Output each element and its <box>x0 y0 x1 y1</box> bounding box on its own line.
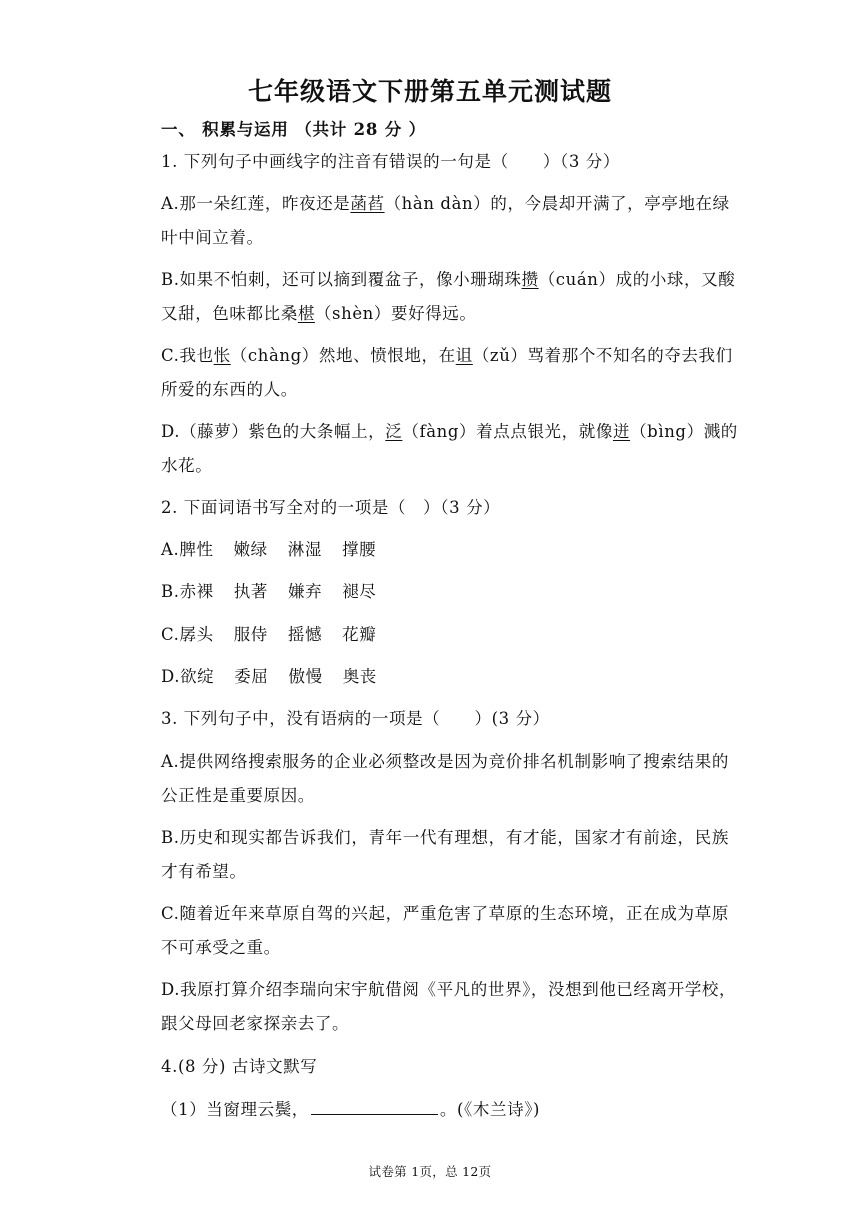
q1-option-a-line2: 叶中间立着。 <box>161 228 264 247</box>
q4-item-1: （1）当窗理云鬓， 。(《木兰诗》) <box>161 1100 541 1119</box>
q1-option-a-line1: A.那一朵红莲，昨夜还是菡萏（hàn dàn）的，今晨却开满了，亭亭地在绿 <box>161 194 730 213</box>
q3-option-b-line2: 才有希望。 <box>161 862 247 881</box>
q1-option-b-line2: 又甜，色味都比桑椹（shèn）要好得远。 <box>161 304 477 323</box>
q1-option-c-line1: C.我也怅（chàng）然地、愤恨地，在诅（zǔ）骂着那个不知名的夺去我们 <box>161 346 733 365</box>
question-1-stem: 1. 下列句子中画线字的注音有错误的一句是（ ）（3 分） <box>161 152 620 171</box>
q1-option-d-line2: 水花。 <box>161 456 213 475</box>
underlined-word: 诅 <box>455 346 473 365</box>
underlined-word: 怅 <box>213 346 231 365</box>
q3-option-c-line1: C.随着近年来草原自驾的兴起，严重危害了草原的生态环境，正在成为草原 <box>161 904 729 923</box>
underlined-word: 攒 <box>521 270 539 289</box>
question-3-stem: 3. 下列句子中，没有语病的一项是（ ）(3 分） <box>161 709 550 728</box>
underlined-word: 菡萏 <box>350 194 385 213</box>
section-heading: 一、 积累与运用 （共计 28 分 ） <box>161 120 426 139</box>
q1-option-b-line1: B.如果不怕刺，还可以摘到覆盆子，像小珊瑚珠攒（cuán）成的小球，又酸 <box>161 270 736 289</box>
answer-blank <box>311 1101 438 1115</box>
q3-option-c-line2: 不可承受之重。 <box>161 938 281 957</box>
underlined-word: 泛 <box>385 422 403 441</box>
q2-option-b: B.赤裸 执著 嫌弃 褪尽 <box>161 582 377 601</box>
q3-option-d-line1: D.我原打算介绍李瑞向宋宇航借阅《平凡的世界》，没想到他已经离开学校， <box>161 980 737 999</box>
q3-option-a-line1: A.提供网络搜索服务的企业必须整改是因为竞价排名机制影响了搜索结果的 <box>161 752 729 771</box>
page-footer: 试卷第 1页，总 12页 <box>368 1164 492 1179</box>
q3-option-b-line1: B.历史和现实都告诉我们，青年一代有理想，有才能，国家才有前途，民族 <box>161 828 729 847</box>
page-title: 七年级语文下册第五单元测试题 <box>247 77 612 106</box>
q3-option-d-line2: 跟父母回老家探亲去了。 <box>161 1014 350 1033</box>
q2-option-d: D.欲绽 委屈 傲慢 奥丧 <box>161 667 377 686</box>
q1-option-d-line1: D.（藤萝）紫色的大条幅上，泛（fàng）着点点银光，就像迸（bìng）溅的 <box>161 422 738 441</box>
underlined-word: 椹 <box>297 304 315 323</box>
q3-option-a-line2: 公正性是重要原因。 <box>161 786 315 805</box>
underlined-word: 迸 <box>612 422 631 441</box>
q2-option-a: A.脾性 嫩绿 淋湿 撑腰 <box>161 540 377 559</box>
question-2-stem: 2. 下面词语书写全对的一项是（ ）（3 分） <box>161 498 501 517</box>
q2-option-c: C.孱头 服侍 摇憾 花瓣 <box>161 625 377 644</box>
q1-option-c-line2: 所爱的东西的人。 <box>161 380 298 399</box>
question-4-stem: 4.(8 分) 古诗文默写 <box>161 1057 318 1076</box>
